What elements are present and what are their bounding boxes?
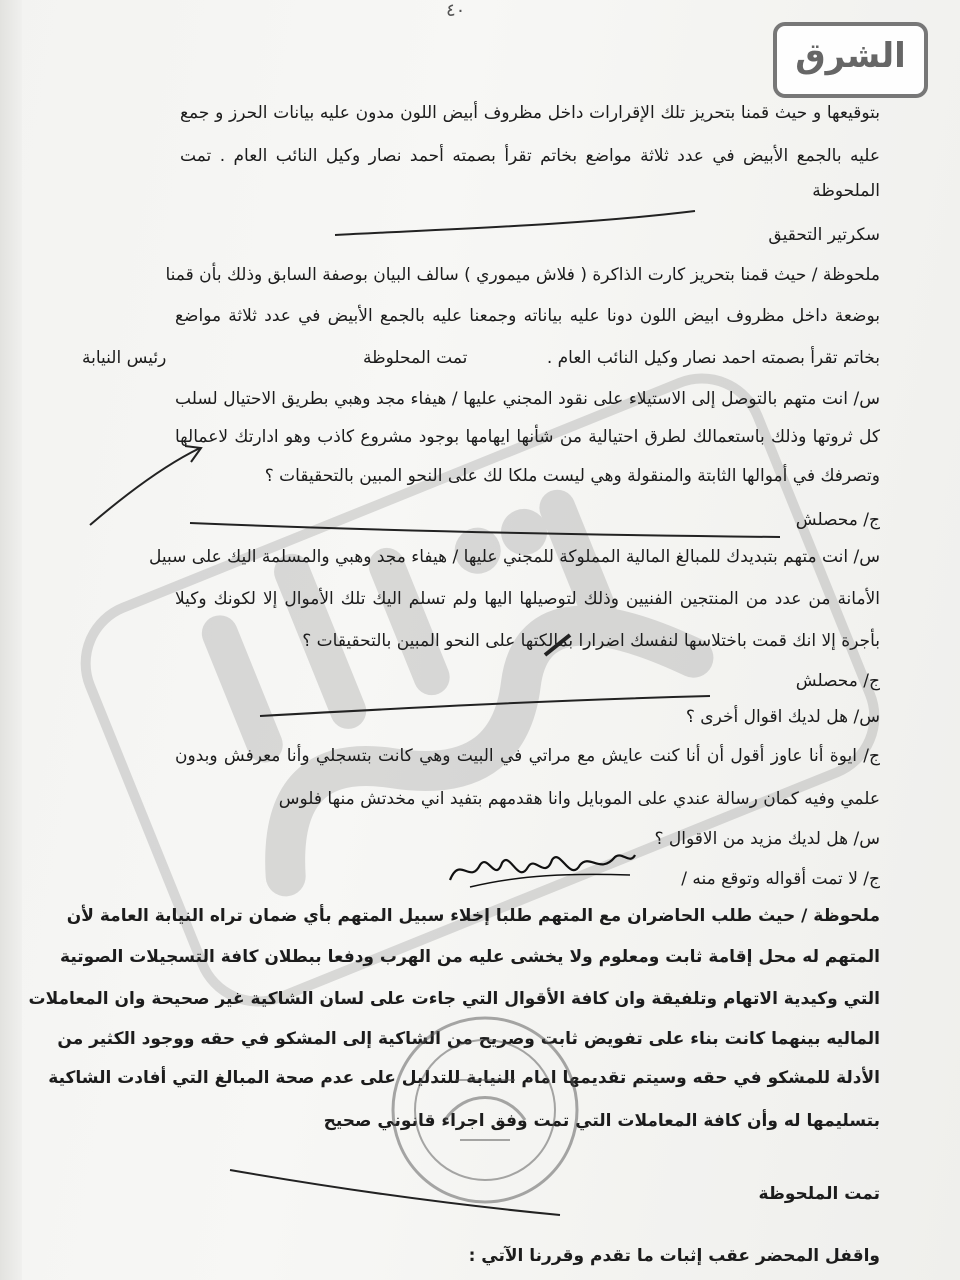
note-line: ملحوظة / حيث طلب الحاضران مع المتهم طلبا إخلاء سبيل المتهم بأي ضمان تراه النيابة العامة لأن	[66, 906, 880, 926]
text-line: بتوقيعها و حيث قمنا بتحريز تلك الإقرارات داخل مظروف أبيض اللون مدون عليه بيانات الحرز و جمع	[180, 103, 880, 123]
text-line: عليه بالجمع الأبيض في عدد ثلاثة مواضع بخاتم تقرأ بصمته أحمد نصار وكيل النائب العام . تمت	[180, 146, 880, 166]
question-line: س/ هل لديك مزيد من الاقوال ؟	[654, 829, 880, 849]
scan-edge	[0, 0, 22, 1280]
text-line: ملحوظة / حيث قمنا بتحريز كارت الذاكرة ( فلاش ميموري ) سالف البيان بوصفة السابق وذلك بأن قمنا	[165, 265, 880, 285]
note-line: التي وكيدية الاتهام وتلفيقة وان كافة الأقوال التي جاءت على لسان الشاكية غير صحيحة وان المعاملات	[28, 989, 880, 1009]
text-line: الملحوظة	[812, 181, 880, 201]
note-line: بتسليمها له وأن كافة المعاملات التي تمت وفق اجراء قانوني صحيح	[323, 1111, 880, 1131]
question-line: س/ هل لديك اقوال أخرى ؟	[685, 707, 880, 727]
question-line: س/ انت متهم بتبديدك للمبالغ المالية المملوكة للمجني عليها / هيفاء مجد وهبي والمسلمة اليك على سبيل	[149, 547, 880, 567]
answer-line: ج/ ايوة أنا عاوز أقول أن أنا كنت عايش مع مراتي في البيت وهي كانت بتسجلي وأنا معرفش وبدون	[175, 746, 880, 766]
note-line: المتهم له محل إقامة ثابت ومعلوم ولا يخشى عليه من الهرب ودفعا ببطلان كافة التسجيلات الصوتية	[60, 947, 880, 967]
pen-stroke	[255, 692, 715, 722]
pen-stroke	[540, 630, 580, 660]
handwritten-signature	[440, 845, 640, 895]
page-number: ٤٠	[446, 0, 466, 21]
brand-logo-text: الشرق	[795, 36, 906, 76]
text-line: بوضعة داخل مظروف ابيض اللون دونا عليه بياناته وجمعنا عليه بالجمع الأبيض في عدد ثلاثة مواضع	[175, 306, 880, 326]
answer-line: علمي وفيه كمان رسالة عندي على الموبايل وانا هقدمهم بتفيد اني مخدتش منها فلوس	[278, 789, 880, 809]
answer-line: ج/ لا تمت أقواله وتوقع منه /	[681, 869, 880, 889]
closing-line: واقفل المحضر عقب إثبات ما تقدم وقررنا الآتي :	[468, 1246, 880, 1266]
question-line: وتصرفك في أموالها الثابتة والمنقولة وهي ليست ملكا لك على النحو المبين بالتحقيقات ؟	[264, 466, 880, 486]
signature-label-prosecutor: رئيس النيابة	[82, 348, 167, 368]
note-closing: تمت المحلوظة	[363, 348, 468, 368]
note-line: الماليه بينهما كانت بناء على تفويض ثابت وصريح من الشاكية إلى المشكو في حقه ووجود الكثير من	[57, 1029, 880, 1049]
official-seal-stamp	[385, 1010, 585, 1210]
text-line: بخاتم تقرأ بصمته احمد نصار وكيل النائب العام .	[546, 348, 880, 368]
pen-stroke	[185, 515, 785, 545]
question-line: الأمانة من عدد من المنتجين الفنيين وذلك لتوصيلها اليها ولم تسلم اليك تلك الأموال إلا لكونك وكيلا	[175, 589, 880, 609]
question-line: س/ انت متهم بالتوصل إلى الاستيلاء على نقود المجني عليها / هيفاء مجد وهبي بطريق الاحتيال لسلب	[175, 389, 880, 409]
question-line: كل ثروتها وذلك باستعمالك لطرق احتيالية من شأنها ايهامها بوجود مشروع كاذب وهو ادارتك لاعمالها	[175, 427, 880, 447]
note-closing: تمت الملحوظة	[758, 1184, 880, 1204]
text-line: سكرتير التحقيق	[768, 225, 880, 245]
pen-stroke	[330, 205, 700, 245]
answer-line: ج/ محصلش	[795, 671, 880, 691]
note-line: الأدلة للمشكو في حقه وسيتم تقديمها امام النيابة للتدليل على عدم صحة المبالغ التي أفادت الشاكية	[48, 1068, 880, 1088]
question-line: بأجرة إلا انك قمت باختلاسها لنفسك اضرارا بمالكتها على النحو المبين بالتحقيقات ؟	[302, 631, 880, 651]
answer-line: ج/ محصلش	[795, 510, 880, 530]
brand-logo-badge	[773, 22, 928, 98]
